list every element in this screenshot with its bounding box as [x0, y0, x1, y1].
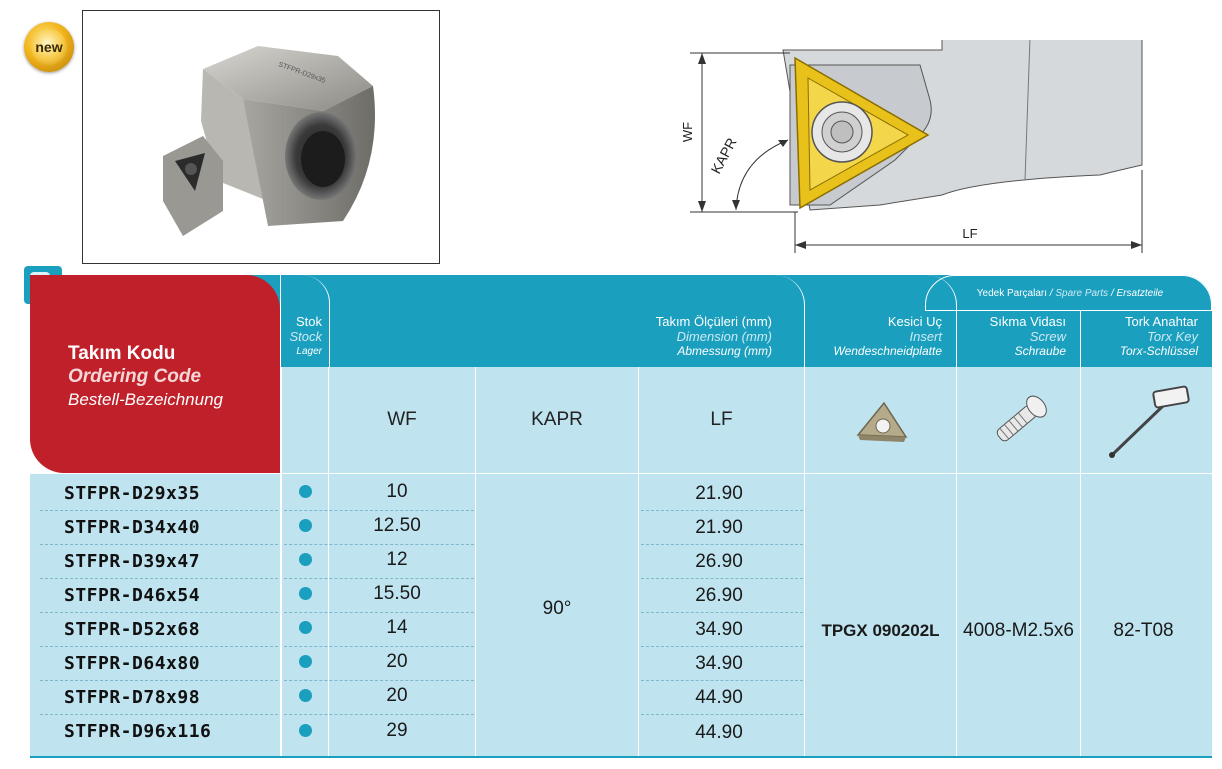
ordering-code-cell: STFPR-D78x98: [64, 687, 201, 708]
wf-cell: 20: [386, 651, 408, 672]
new-badge: [24, 22, 74, 72]
ordering-code-cell: STFPR-D96x116: [64, 721, 212, 742]
wf-cell: 15.50: [373, 583, 421, 604]
product-photo: [82, 10, 440, 264]
kapr-merged-cell: 90°: [542, 598, 572, 619]
lf-column-header: LF: [639, 367, 804, 473]
lf-cell: 44.90: [695, 687, 743, 708]
insert-header: Kesici Uç Insert Wendeschneidplatte: [833, 314, 942, 358]
stock-indicator: [299, 587, 312, 600]
dimension-header: Takım Ölçüleri (mm) Dimension (mm) Abmessung (mm): [655, 314, 772, 358]
ordering-code-de: Bestell-Bezeichnung: [68, 390, 223, 409]
ordering-code-cell: STFPR-D46x54: [64, 585, 201, 606]
screw-icon: [979, 380, 1059, 460]
stock-indicator: [299, 553, 312, 566]
tool-holder-illustration: [83, 11, 439, 263]
screw-header: Sıkma Vidası Screw Schraube: [989, 314, 1066, 358]
kapr-dimension-label: KAPR: [707, 135, 740, 177]
stock-indicator: [299, 689, 312, 702]
stock-indicator: [299, 485, 312, 498]
lf-cell: 21.90: [695, 517, 743, 538]
lf-cell: 34.90: [695, 653, 743, 674]
insert-image-cell: [805, 367, 956, 473]
wf-dimension-label: WF: [680, 121, 695, 143]
screw-image-cell: [957, 367, 1080, 473]
stock-indicator: [299, 621, 312, 634]
lf-cell: 26.90: [695, 585, 743, 606]
torx-header: Tork Anahtar Torx Key Torx-Schlüssel: [1119, 314, 1198, 358]
wf-cell: 12.50: [373, 515, 421, 536]
wf-cell: 10: [386, 481, 408, 502]
screw-merged-cell: 4008-M2.5x6: [963, 620, 1074, 641]
stock-indicator: [299, 724, 312, 737]
svg-text:STFPR-D29x35: STFPR-D29x35: [277, 61, 327, 85]
new-badge-label: new: [35, 39, 63, 55]
ordering-code-en: Ordering Code: [68, 366, 202, 387]
lf-cell: 21.90: [695, 483, 743, 504]
torx-image-cell: [1081, 367, 1212, 473]
lf-cell: 34.90: [695, 619, 743, 640]
ordering-code-tr: Takım Kodu: [68, 343, 176, 364]
insert-merged-cell: TPGX 090202L: [821, 621, 940, 640]
spare-parts-label: Yedek Parçaları / Spare Parts / Ersatzteile: [976, 288, 1164, 299]
wf-column-header: WF: [329, 367, 475, 473]
wf-cell: 12: [386, 549, 408, 570]
lf-cell: 44.90: [695, 722, 743, 743]
ordering-code-cell: STFPR-D29x35: [64, 483, 201, 504]
stock-indicator: [299, 655, 312, 668]
stock-indicator: [299, 519, 312, 532]
kapr-column-header: KAPR: [476, 367, 638, 473]
ordering-code-cell: STFPR-D39x47: [64, 551, 201, 572]
ordering-code-cell: STFPR-D34x40: [64, 517, 201, 538]
insert-icon: [846, 395, 916, 445]
ordering-code-cell: STFPR-D52x68: [64, 619, 201, 640]
wf-cell: 29: [386, 720, 408, 741]
lf-cell: 26.90: [695, 551, 743, 572]
wf-cell: 14: [386, 617, 408, 638]
ordering-code-cell: STFPR-D64x80: [64, 653, 201, 674]
torx-merged-cell: 82-T08: [1113, 620, 1174, 641]
wf-cell: 20: [386, 685, 408, 706]
stock-header: Stok Stock Lager: [289, 314, 322, 357]
torx-key-icon: [1092, 375, 1202, 465]
technical-drawing: [680, 40, 1150, 255]
lf-dimension-label: LF: [962, 226, 978, 241]
